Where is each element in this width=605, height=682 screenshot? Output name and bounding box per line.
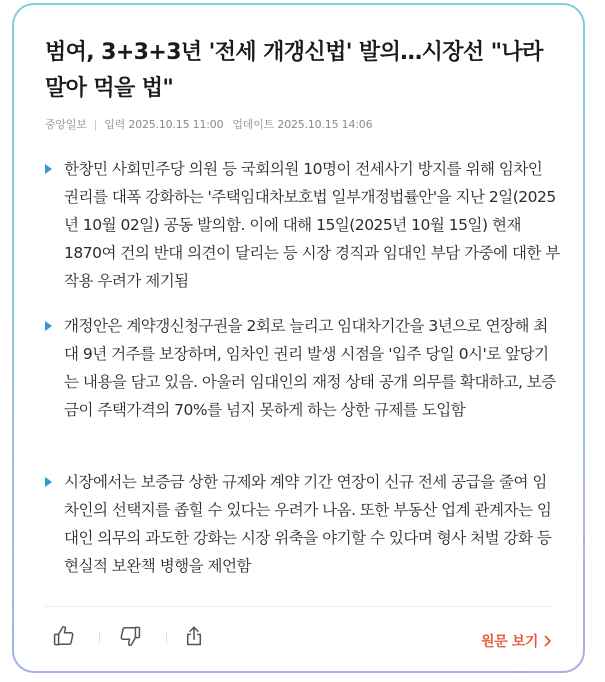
action-separator (99, 631, 100, 643)
bullet-triangle-icon (45, 477, 52, 487)
summary-item-text: 시장에서는 보증금 상한 규제와 계약 기간 연장이 신규 전세 공급을 줄여 임차인의 선택지를 좁힐 수 있다는 우려가 나옴. 또한 부동산 업계 관계자는 임대인 의무의 과도한 강화는 시장 위축을 야기할 수 있다며 형사 처벌 강화 등 현실적 보완책 병행을 제언함 (64, 473, 552, 575)
published-time: 2025.10.15 11:00 (128, 118, 224, 131)
share-icon (181, 623, 207, 649)
article-meta (45, 116, 372, 132)
chevron-right-icon (544, 635, 552, 651)
summary-item-text: 한창민 사회민주당 의원 등 국회의원 10명이 전세사기 방지를 위해 임차인 권리를 대폭 강화하는 '주택임대차보호법 일부개정법률안'을 지난 2일(2025년 10월 02일) 공동 발의함. 이에 대해 15일(2025년 10월 15일) 현재 1870여 건의 반대 의견이 달리는 등 시장 경직과 임대인 부담 가중에 대한 부작용 우려가 제기됨 (64, 160, 560, 290)
card-body (14, 5, 583, 671)
summary-item (45, 468, 560, 580)
updated-time: 2025.10.15 14:06 (277, 118, 373, 131)
bullet-triangle-icon (45, 321, 52, 331)
footer-divider (45, 606, 552, 607)
bullet-triangle-icon (45, 164, 52, 174)
share-button[interactable] (181, 623, 207, 649)
article-summary-card (12, 3, 585, 673)
like-button[interactable] (51, 623, 77, 649)
view-original-link[interactable] (481, 631, 552, 651)
summary-item (45, 155, 560, 295)
summary-item (45, 312, 560, 424)
meta-separator: | (93, 118, 98, 131)
updated-label: 업데이트 (232, 118, 275, 131)
dislike-button[interactable] (117, 623, 143, 649)
action-separator (166, 631, 167, 643)
thumbs-down-icon (117, 623, 143, 649)
article-headline: 범여, 3+3+3년 '전세 개갱신법' 발의…시장선 "나라 말아 먹을 법" (45, 40, 543, 101)
news-source: 중앙일보 (45, 118, 87, 131)
summary-item-text: 개정안은 계약갱신청구권을 2회로 늘리고 임대차기간을 3년으로 연장해 최대 9년 거주를 보장하며, 임차인 권리 발생 시점을 '입주 당일 0시'로 앞당기는 내용을 담고 있음. 아울러 임대인의 재정 상태 공개 의무를 확대하고, 보증금이 주택가격의 70%를 넘지 못하게 하는 상한 규제를 도입함 (64, 317, 556, 419)
thumbs-up-icon (51, 623, 77, 649)
published-label: 입력 (104, 118, 126, 131)
view-original-label: 원문 보기 (481, 634, 538, 650)
